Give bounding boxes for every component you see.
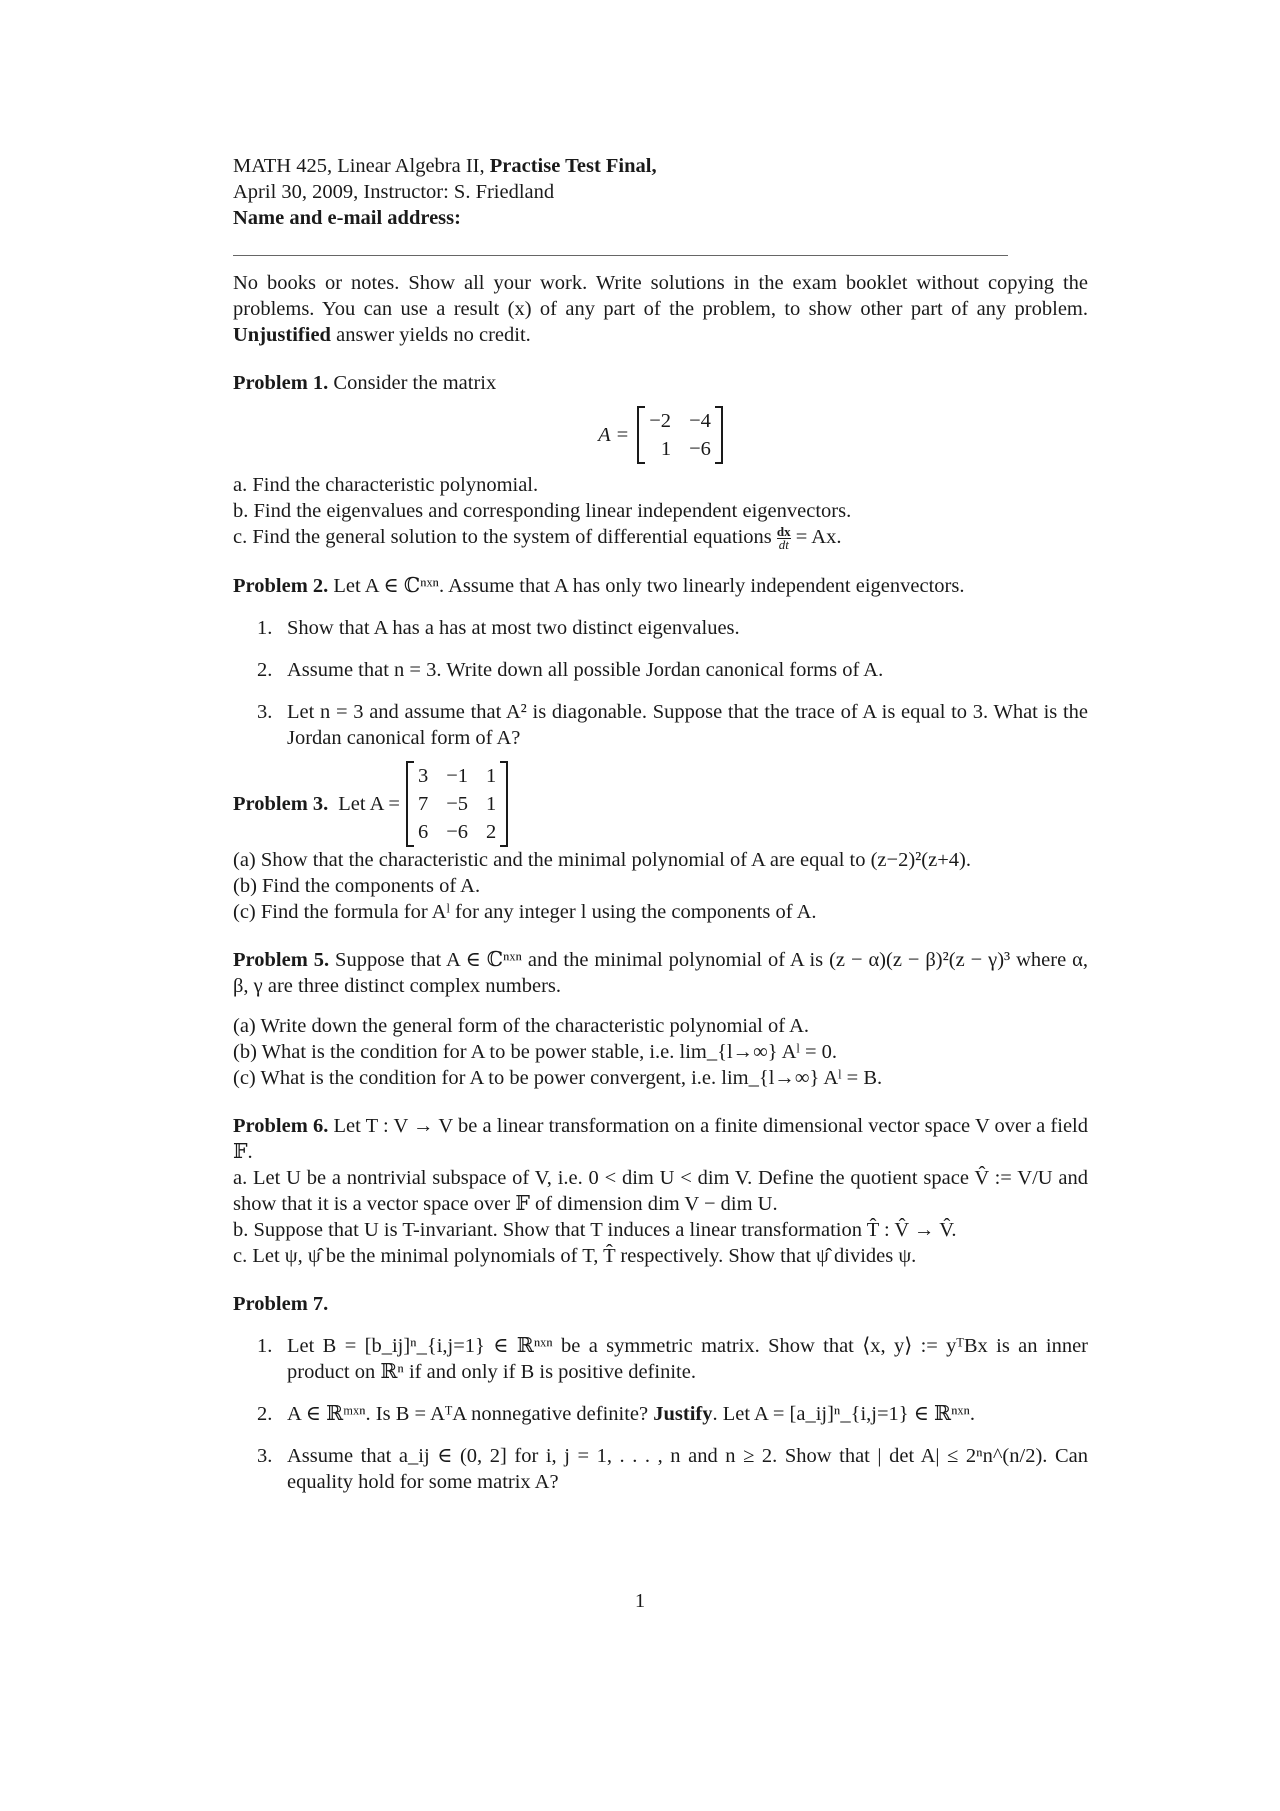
instructions-tail: answer yields no credit.	[336, 324, 531, 346]
frac-bottom: dt	[778, 536, 789, 552]
matrix-3x3	[406, 761, 508, 847]
problem-5-parts	[233, 1013, 1088, 1091]
item-text-tail: . Let A = [a_ij]ⁿ_{i,j=1} ∈ ℝⁿˣⁿ.	[712, 1402, 976, 1425]
problem-1-heading: Problem 1.	[233, 372, 329, 394]
item-text: Assume that a_ij ∈ (0, 2] for i, j = 1, . . . , n and n ≥ 2. Show that | det A| ≤ 2ⁿn^(n/2). Can equality hold for some matrix A?	[287, 1444, 1088, 1493]
item-number: 2.	[257, 658, 273, 681]
problem-1-part-c	[233, 524, 1088, 551]
matrix-cell: −2	[649, 410, 672, 432]
problem-7	[233, 1291, 1088, 1495]
problem-5	[233, 947, 1088, 999]
problem-3-part-b: (b) Find the components of A.	[233, 874, 481, 897]
problem-3-intro: Let A =	[338, 792, 400, 815]
instructions-text: No books or notes. Show all your work. Write solutions in the exam booklet without copying the problems. You can use a result (x) of any part of the problem, to show other part of any problem.	[233, 272, 1088, 320]
exam-content	[233, 153, 1088, 1495]
problem-3-heading-row	[233, 761, 1088, 847]
problem-2-heading: Problem 2.	[233, 574, 329, 597]
item-number: 3.	[257, 700, 273, 723]
problem-1-part-a: a. Find the characteristic polynomial.	[233, 474, 539, 496]
item-text: Let n = 3 and assume that A² is diagonable. Suppose that the trace of A is equal to 3. What is the Jordan canonical form of A?	[287, 700, 1088, 749]
problem-1	[233, 370, 1088, 551]
test-title: Practise Test Final,	[489, 155, 657, 177]
derivative-fraction	[776, 523, 791, 552]
matrix-cell: 6	[417, 820, 429, 843]
item-number: 3.	[257, 1444, 273, 1467]
problem-6-heading: Problem 6.	[233, 1114, 329, 1137]
item-number: 1.	[257, 1334, 273, 1357]
name-answer-line	[233, 255, 1008, 256]
problem-7-item	[257, 1401, 1088, 1427]
problem-1-intro: Consider the matrix	[333, 372, 497, 394]
matrix-cell: 1	[486, 764, 497, 787]
item-text: Let B = [b_ij]ⁿ_{i,j=1} ∈ ℝⁿˣⁿ be a symmetric matrix. Show that ⟨x, y⟩ := yᵀBx is an inner product on ℝⁿ if and only if B is positive definite.	[287, 1334, 1088, 1383]
item-number: 1.	[257, 616, 273, 639]
problem-6-part-a: a. Let U be a nontrivial subspace of V, i.e. 0 < dim U < dim V. Define the quotient space V̂ := V/U and show that it is a vector space over 𝔽 of dimension dim V − dim U.	[233, 1166, 1088, 1215]
instructions	[233, 270, 1088, 348]
matrix-cell: −5	[446, 792, 469, 815]
item-number: 2.	[257, 1402, 273, 1425]
header-line-1	[233, 153, 1088, 179]
problem-1-part-b: b. Find the eigenvalues and corresponding linear independent eigenvectors.	[233, 500, 852, 522]
course-line: MATH 425, Linear Algebra II,	[233, 155, 485, 177]
matrix-cell: −6	[689, 438, 711, 460]
problem-7-item	[257, 1443, 1088, 1495]
problem-6-part-c: c. Let ψ, ψ̂ be the minimal polynomials of T, T̂ respectively. Show that ψ̂ divides ψ.	[233, 1244, 917, 1267]
item-text: Assume that n = 3. Write down all possible Jordan canonical forms of A.	[287, 658, 884, 681]
problem-6-part-b: b. Suppose that U is T-invariant. Show that T induces a linear transformation T̂ : V̂ → V̂.	[233, 1218, 957, 1241]
problem-7-item	[257, 1333, 1088, 1385]
problem-3-part-c: (c) Find the formula for Aˡ for any integer l using the components of A.	[233, 900, 817, 923]
matrix-label: A =	[598, 424, 630, 446]
date-line: April 30, 2009, Instructor: S. Friedland	[233, 181, 555, 203]
matrix-cell: −1	[446, 764, 469, 787]
problem-2-item	[257, 657, 1088, 683]
problem-2	[233, 573, 1088, 751]
matrix-cell: −4	[689, 410, 711, 432]
item-bold: Justify	[653, 1402, 713, 1425]
name-label: Name and e-mail address:	[233, 207, 461, 229]
matrix-cell: 7	[417, 792, 429, 815]
problem-7-heading: Problem 7.	[233, 1292, 329, 1315]
matrix-2x2	[637, 406, 723, 464]
instructions-bold: Unjustified	[233, 324, 331, 346]
problem-5-heading: Problem 5.	[233, 948, 330, 971]
problem-5-part-c: (c) What is the condition for A to be power convergent, i.e. lim_{l→∞} Aˡ = B.	[233, 1066, 883, 1089]
page-number: 1	[634, 1590, 646, 1612]
matrix-cell: 2	[486, 820, 497, 843]
item-text: Show that A has a has at most two distinct eigenvalues.	[287, 616, 740, 639]
problem-2-item	[257, 699, 1088, 751]
matrix-cell: 1	[660, 438, 672, 460]
part-c-text: c. Find the general solution to the system of differential equations	[233, 526, 772, 548]
problem-5-intro: Suppose that A ∈ ℂⁿˣⁿ and the minimal polynomial of A is (z − α)(z − β)²(z − γ)³ where α, β, γ are three distinct complex numbers.	[233, 948, 1089, 997]
problem-2-item	[257, 615, 1088, 641]
problem-3	[233, 761, 1088, 925]
problem-3-heading: Problem 3.	[233, 792, 329, 815]
matrix-cell: 1	[486, 792, 497, 815]
equation-tail: = Ax.	[795, 526, 842, 548]
problem-5-part-b: (b) What is the condition for A to be power stable, i.e. lim_{l→∞} Aˡ = 0.	[233, 1040, 837, 1063]
problem-6	[233, 1113, 1088, 1165]
matrix-cell: 3	[417, 764, 429, 787]
item-text: A ∈ ℝᵐˣⁿ. Is B = AᵀA nonnegative definite?	[287, 1402, 649, 1425]
problem-1-matrix-block	[233, 406, 1088, 464]
matrix-cell: −6	[446, 820, 469, 843]
problem-6-intro: Let T : V → V be a linear transformation on a finite dimensional vector space V over a field 𝔽.	[233, 1114, 1088, 1163]
problem-5-part-a: (a) Write down the general form of the characteristic polynomial of A.	[233, 1014, 810, 1037]
problem-3-part-a: (a) Show that the characteristic and the minimal polynomial of A are equal to (z−2)²(z+4).	[233, 848, 971, 871]
problem-2-intro: Let A ∈ ℂⁿˣⁿ. Assume that A has only two linearly independent eigenvectors.	[333, 574, 965, 597]
frac-top: dx	[776, 523, 791, 539]
